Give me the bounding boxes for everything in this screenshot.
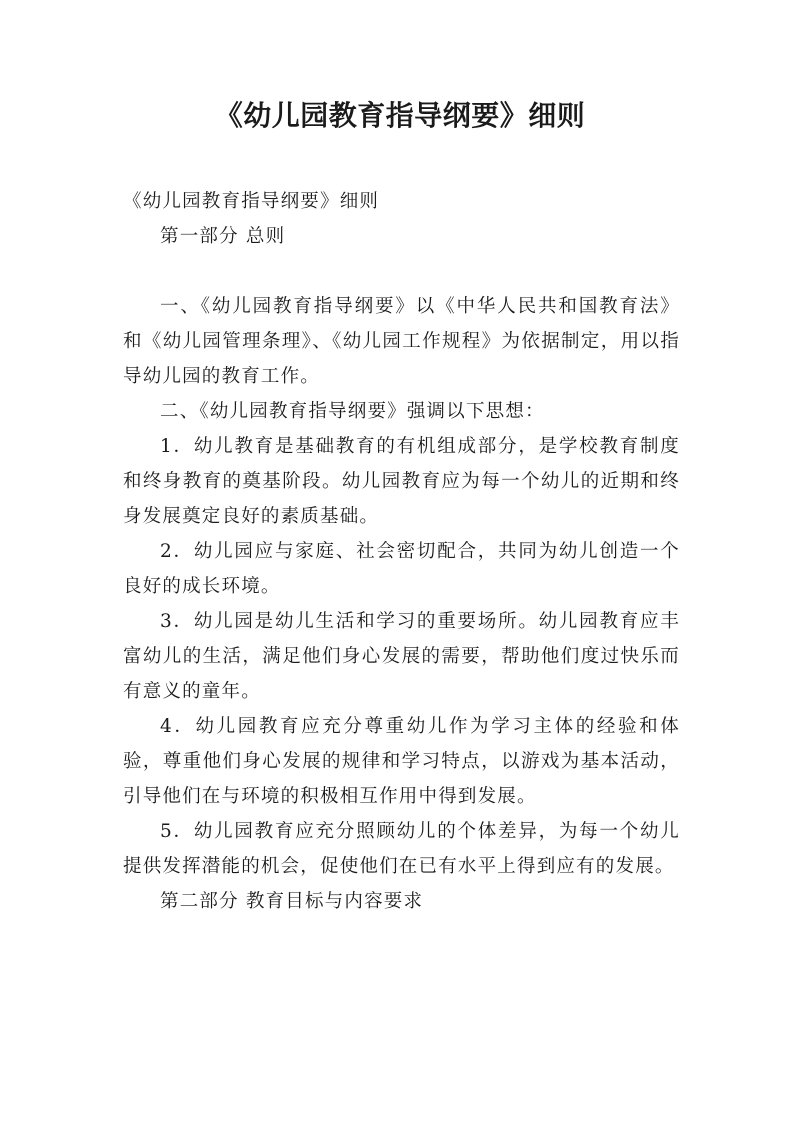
part-two-heading: 第二部分 教育目标与内容要求 [160,891,424,912]
document-title: 《幼儿园教育指导纲要》细则 [214,99,586,132]
document-body [123,184,680,919]
paragraph-3: 1．幼儿教育是基础教育的有机组成部分，是学校教育制度和终身教育的奠基阶段。幼儿园教育应为每一个幼儿的近期和终身发展奠定良好的素质基础。 [123,436,680,527]
part-one-heading: 第一部分 总则 [160,226,286,247]
paragraph-5: 3．幼儿园是幼儿生活和学习的重要场所。幼儿园教育应丰富幼儿的生活，满足他们身心发展的需要，帮助他们度过快乐而有意义的童年。 [123,611,680,702]
document-subtitle: 《幼儿园教育指导纲要》细则 [123,191,380,212]
paragraph-7: 5．幼儿园教育应充分照顾幼儿的个体差异，为每一个幼儿提供发挥潜能的机会，促使他们在已有水平上得到应有的发展。 [123,821,680,877]
paragraph-2: 二、《幼儿园教育指导纲要》强调以下思想： [160,401,545,422]
blank-line [123,254,680,289]
paragraph-1: 一、《幼儿园教育指导纲要》以《中华人民共和国教育法》和《幼儿园管理条理》、《幼儿园工作规程》为依据制定，用以指导幼儿园的教育工作。 [123,296,680,387]
paragraph-6: 4．幼儿园教育应充分尊重幼儿作为学习主体的经验和体验，尊重他们身心发展的规律和学习特点，以游戏为基本活动，引导他们在与环境的积极相互作用中得到发展。 [123,716,680,807]
paragraph-4: 2．幼儿园应与家庭、社会密切配合，共同为幼儿创造一个良好的成长环境。 [123,541,680,597]
